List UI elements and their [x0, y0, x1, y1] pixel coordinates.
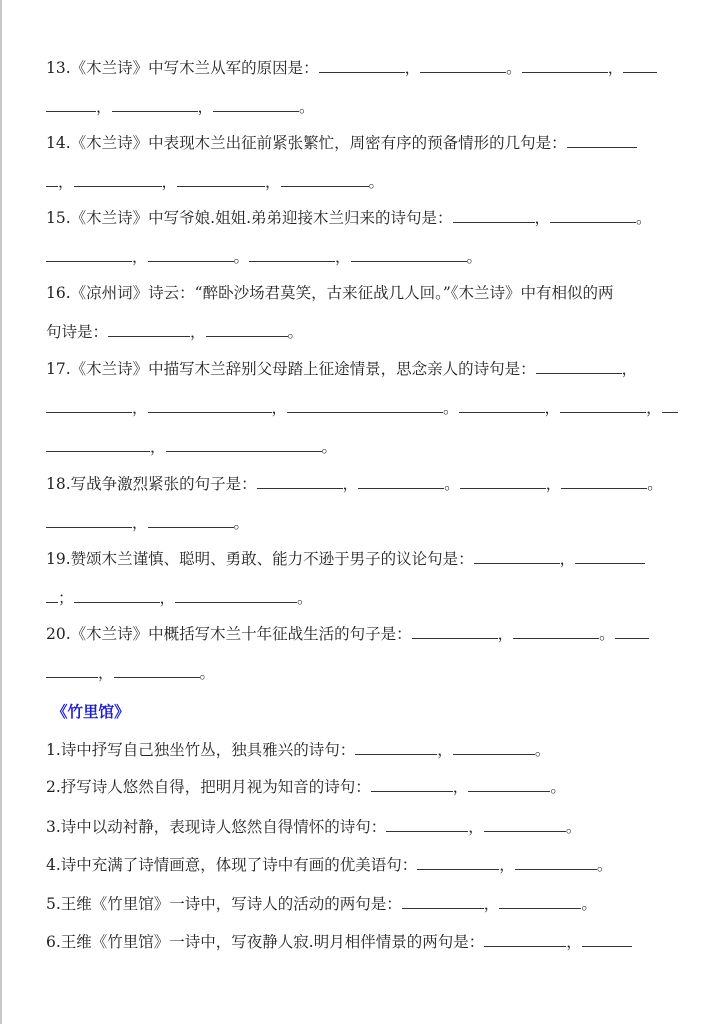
question-text: 14.《木兰诗》中表现木兰出征前紧张繁忙，周密有序的预备情形的几句是： [46, 134, 567, 152]
answer-blank[interactable] [46, 172, 58, 187]
punctuation: 。 [443, 399, 459, 417]
answer-blank[interactable] [474, 549, 560, 564]
answer-blank[interactable] [561, 474, 647, 489]
punctuation: ， [404, 59, 421, 77]
question-16-line-1 [46, 283, 614, 303]
punctuation: 。 [466, 248, 483, 266]
question-17-line-1 [46, 359, 637, 379]
question-13-line-2 [46, 97, 315, 117]
question-text: 6.王维《竹里馆》一诗中，写夜静人寂.明月相伴情景的两句是： [46, 933, 485, 951]
question-text: 19.赞颂木兰谨慎、聪明、勇敢、能力不逊于男子的议论句是： [46, 550, 474, 568]
answer-blank[interactable] [522, 58, 608, 73]
question-14-line-1 [46, 133, 637, 153]
answer-blank[interactable] [371, 777, 453, 792]
answer-blank[interactable] [460, 474, 546, 489]
punctuation: 。 [368, 173, 385, 191]
punctuation: ， [646, 399, 662, 417]
answer-blank[interactable] [515, 855, 597, 870]
zhuliguan-question-3 [46, 817, 581, 837]
answer-blank[interactable] [575, 549, 645, 564]
punctuation: 。 [299, 98, 315, 116]
punctuation: ， [497, 625, 514, 643]
answer-blank[interactable] [46, 247, 132, 262]
punctuation: 。 [534, 741, 551, 759]
answer-blank[interactable] [453, 740, 535, 755]
question-text: 1.诗中抒写自己独坐竹丛，独具雅兴的诗句： [46, 741, 356, 759]
answer-blank[interactable] [112, 97, 198, 112]
answer-blank[interactable] [412, 624, 498, 639]
answer-blank[interactable] [453, 208, 535, 223]
punctuation: ， [98, 664, 114, 682]
punctuation: ， [566, 933, 582, 951]
punctuation: ， [559, 550, 576, 568]
answer-blank[interactable] [177, 172, 265, 187]
answer-blank[interactable] [560, 398, 646, 413]
answer-blank[interactable] [459, 398, 545, 413]
punctuation: ， [132, 248, 148, 266]
punctuation: 。 [636, 209, 652, 227]
answer-blank[interactable] [257, 474, 343, 489]
question-text: 4.诗中充满了诗情画意，体现了诗中有画的优美语句： [46, 856, 418, 874]
question-text: 5.王维《竹里馆》一诗中，写诗人的活动的两句是： [46, 895, 402, 913]
question-16-line-2 [46, 322, 303, 342]
answer-blank[interactable] [46, 437, 150, 452]
punctuation: ， [159, 589, 176, 607]
answer-blank[interactable] [74, 172, 162, 187]
zhuliguan-question-5 [46, 894, 597, 914]
answer-blank[interactable] [46, 398, 132, 413]
answer-blank[interactable] [484, 817, 566, 832]
punctuation: 。 [287, 323, 304, 341]
punctuation: ， [342, 475, 359, 493]
punctuation: ， [483, 895, 500, 913]
answer-blank[interactable] [499, 894, 581, 909]
answer-blank[interactable] [213, 97, 299, 112]
punctuation: 。 [647, 475, 663, 493]
punctuation: ， [335, 248, 351, 266]
question-text: 2.抒写诗人悠然自得，把明月视为知音的诗句： [46, 778, 371, 796]
punctuation: ， [468, 818, 484, 836]
answer-blank[interactable] [402, 894, 484, 909]
punctuation: 。 [321, 438, 338, 456]
punctuation: ， [132, 399, 148, 417]
answer-blank[interactable] [582, 932, 632, 947]
punctuation: 。 [581, 895, 597, 913]
punctuation: ， [534, 209, 551, 227]
question-20-line-1 [46, 624, 649, 644]
answer-blank[interactable] [567, 133, 637, 148]
punctuation: 。 [596, 856, 613, 874]
punctuation: 。 [565, 818, 582, 836]
punctuation: ， [161, 173, 178, 191]
answer-blank[interactable] [623, 58, 657, 73]
question-20-line-2 [46, 663, 215, 683]
question-text: 17.《木兰诗》中描写木兰辞别父母踏上征途情景，思念亲人的诗句是： [46, 360, 536, 378]
zhuliguan-question-2 [46, 777, 566, 797]
punctuation: ， [58, 173, 74, 191]
answer-blank[interactable] [175, 588, 297, 603]
punctuation: 。 [444, 475, 460, 493]
punctuation: ， [499, 856, 515, 874]
answer-blank[interactable] [46, 588, 58, 603]
answer-blank[interactable] [148, 247, 234, 262]
question-17-line-3 [46, 437, 337, 457]
page-edge [0, 0, 2, 1024]
question-15-line-2 [46, 247, 482, 267]
punctuation: ； [58, 589, 74, 607]
punctuation: 。 [506, 59, 522, 77]
punctuation: 。 [199, 664, 216, 682]
answer-blank[interactable] [206, 322, 288, 337]
answer-blank[interactable] [417, 855, 499, 870]
question-17-line-2 [46, 398, 678, 418]
punctuation: ， [190, 323, 206, 341]
answer-blank[interactable] [108, 322, 190, 337]
question-15-line-1 [46, 208, 652, 228]
question-text: 20.《木兰诗》中概括写木兰十年征战生活的句子是： [46, 625, 412, 643]
answer-blank[interactable] [46, 97, 96, 112]
punctuation: ， [545, 475, 562, 493]
punctuation: 。 [550, 778, 566, 796]
question-text: 3.诗中以动衬静，表现诗人悠然自得情怀的诗句： [46, 818, 387, 836]
answer-blank[interactable] [319, 58, 405, 73]
answer-blank[interactable] [358, 474, 444, 489]
punctuation: ， [607, 59, 624, 77]
question-text: 13.《木兰诗》中写木兰从军的原因是： [46, 59, 319, 77]
question-19-line-2 [46, 588, 313, 608]
question-text: 句诗是： [46, 323, 109, 341]
section-heading: 《竹里馆》 [52, 702, 130, 721]
question-18-line-1 [46, 474, 663, 494]
punctuation: 。 [297, 589, 313, 607]
punctuation: ， [271, 399, 288, 417]
question-14-line-2 [46, 172, 384, 192]
answer-blank[interactable] [46, 663, 98, 678]
punctuation: ， [437, 741, 453, 759]
punctuation: 。 [599, 625, 615, 643]
zhuliguan-question-6 [46, 932, 632, 952]
question-text: 18.写战争激烈紧张的句子是： [46, 475, 257, 493]
answer-blank[interactable] [355, 740, 437, 755]
answer-blank[interactable] [46, 513, 132, 528]
question-text: 15.《木兰诗》中写爷娘.姐姐.弟弟迎接木兰归来的诗句是： [46, 209, 453, 227]
answer-blank[interactable] [468, 777, 550, 792]
punctuation: ， [544, 399, 561, 417]
answer-blank[interactable] [513, 624, 599, 639]
answer-blank[interactable] [550, 208, 636, 223]
punctuation: ， [265, 173, 281, 191]
question-text: 16.《凉州词》诗云：“醉卧沙场君莫笑，古来征战几人回。”《木兰诗》中有相似的两 [46, 284, 614, 302]
answer-blank[interactable] [351, 247, 467, 262]
answer-blank[interactable] [615, 624, 649, 639]
question-19-line-1 [46, 549, 645, 569]
answer-blank[interactable] [420, 58, 506, 73]
zhuliguan-question-1 [46, 740, 550, 760]
punctuation: 。 [233, 248, 250, 266]
punctuation: ， [621, 360, 638, 378]
punctuation: ， [96, 98, 112, 116]
answer-blank[interactable] [536, 359, 622, 374]
answer-blank[interactable] [287, 398, 443, 413]
punctuation: ， [150, 438, 166, 456]
question-18-line-2 [46, 513, 249, 533]
punctuation: ， [452, 778, 469, 796]
answer-blank[interactable] [249, 247, 335, 262]
answer-blank[interactable] [114, 663, 200, 678]
punctuation: ， [197, 98, 214, 116]
answer-blank[interactable] [386, 817, 468, 832]
answer-blank[interactable] [148, 513, 234, 528]
answer-blank[interactable] [148, 398, 272, 413]
answer-blank[interactable] [281, 172, 369, 187]
answer-blank[interactable] [484, 932, 566, 947]
answer-blank[interactable] [166, 437, 322, 452]
punctuation: 。 [233, 514, 250, 532]
answer-blank[interactable] [662, 398, 678, 413]
punctuation: ， [132, 514, 148, 532]
answer-blank[interactable] [74, 588, 160, 603]
zhuliguan-question-4 [46, 855, 612, 875]
question-13-line-1 [46, 58, 657, 78]
